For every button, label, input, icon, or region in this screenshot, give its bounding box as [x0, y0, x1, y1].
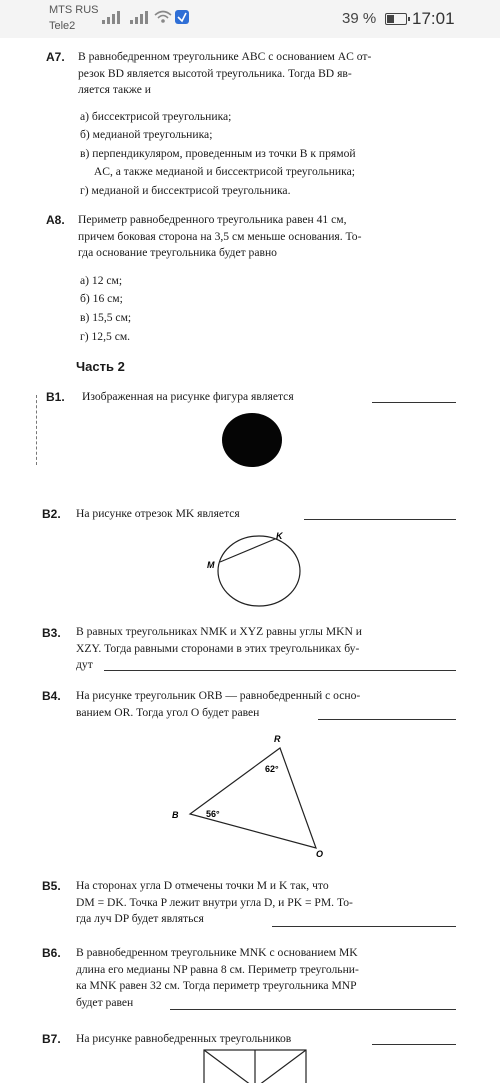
question-text: Изображенная на рисунке фигура является — [82, 390, 294, 403]
answer-blank[interactable] — [104, 670, 456, 671]
question-number: В4. — [42, 689, 61, 703]
question-line: ванием OR. Тогда угол O будет равен — [76, 705, 260, 719]
question-line: гда луч DP будет являться — [76, 912, 204, 925]
answer-blank[interactable] — [372, 1044, 456, 1045]
option[interactable]: а) биссектрисой треугольника; — [80, 110, 232, 123]
filled-circle-figure — [220, 412, 284, 470]
question-line: резок BD является высотой треугольника. Тогда BD яв- — [78, 66, 352, 80]
angle-label-b: 56° — [206, 809, 220, 819]
question-line: ляется также и — [78, 83, 151, 96]
question-text: На рисунке равнобедренных треугольников — [76, 1032, 292, 1045]
signal-icon-2 — [128, 10, 152, 24]
question-line: XZY. Тогда равными сторонами в этих треугольниках бу- — [76, 641, 360, 655]
question-line: Периметр равнобедренного треугольника равен 41 см, — [78, 213, 347, 226]
option[interactable]: б) медианой треугольника; — [80, 128, 213, 141]
wifi-icon — [154, 10, 172, 24]
question-number: В3. — [42, 626, 61, 640]
option[interactable]: б) 16 см; — [80, 292, 123, 305]
question-line: DM = DK. Точка P лежит внутри угла D, и PK = PM. То- — [76, 895, 353, 909]
angle-label-r: 62° — [265, 764, 279, 774]
app-notification-icon — [175, 10, 189, 24]
margin-dash — [36, 395, 37, 465]
question-number: В7. — [42, 1032, 61, 1046]
signal-icon — [100, 10, 124, 24]
section-heading: Часть 2 — [76, 359, 125, 374]
option[interactable]: в) перпендикуляром, проведенным из точки B к прямой — [80, 147, 356, 160]
question-number: В6. — [42, 946, 61, 960]
option[interactable]: г) 12,5 см. — [80, 330, 131, 343]
carrier-name-2: Tele2 — [49, 20, 76, 32]
vertex-label-o: O — [316, 849, 324, 859]
answer-blank[interactable] — [372, 402, 456, 403]
question-number: В5. — [42, 879, 61, 893]
question-line: В равнобедренном треугольнике MNK с основанием MK — [76, 946, 358, 959]
status-bar — [0, 0, 500, 38]
question-line: На рисунке треугольник ORB — равнобедренный с осно- — [76, 689, 361, 702]
question-line: ка MNK равен 32 см. Тогда периметр треугольника MNP — [76, 979, 357, 992]
question-number: А8. — [46, 213, 65, 227]
option[interactable]: а) 12 см; — [80, 274, 123, 287]
question-line: длина его медианы NP равна 8 см. Периметр треугольни- — [76, 962, 359, 976]
question-line: гда основание треугольника будет равно — [78, 246, 277, 259]
option[interactable]: г) медианой и биссектрисой треугольника. — [80, 184, 291, 197]
vertex-label-b: B — [172, 810, 179, 820]
question-line: В равных треугольниках NMK и XYZ равны углы MKN и — [76, 625, 362, 638]
battery-icon — [385, 13, 407, 25]
circle-chord-figure — [200, 528, 310, 610]
option-continued: AC, а также медианой и биссектрисой треугольника; — [80, 165, 355, 178]
question-text: На рисунке отрезок MK является — [76, 507, 240, 520]
carrier-name: MTS RUS — [49, 4, 99, 16]
question-line: В равнобедренном треугольнике ABC с основанием AC от- — [78, 50, 372, 63]
question-number: В1. — [46, 390, 65, 404]
answer-blank[interactable] — [170, 1009, 456, 1010]
vertex-label-r: R — [274, 734, 281, 744]
question-number: В2. — [42, 507, 61, 521]
point-label-m: M — [207, 560, 215, 570]
battery-percent: 39 % — [342, 10, 377, 27]
triangles-figure — [202, 1048, 308, 1083]
question-number: А7. — [46, 50, 65, 64]
triangle-figure — [168, 730, 328, 860]
clock: 17:01 — [412, 9, 455, 28]
answer-blank[interactable] — [304, 519, 456, 520]
question-line: причем боковая сторона на 3,5 см меньше основания. То- — [78, 229, 362, 243]
question-line: будет равен — [76, 995, 134, 1009]
answer-blank[interactable] — [318, 719, 456, 720]
answer-blank[interactable] — [272, 926, 456, 927]
point-label-k: K — [276, 531, 283, 541]
option[interactable]: в) 15,5 см; — [80, 311, 132, 324]
question-line: дут — [76, 658, 93, 671]
question-line: На сторонах угла D отмечены точки M и K так, что — [76, 879, 329, 892]
